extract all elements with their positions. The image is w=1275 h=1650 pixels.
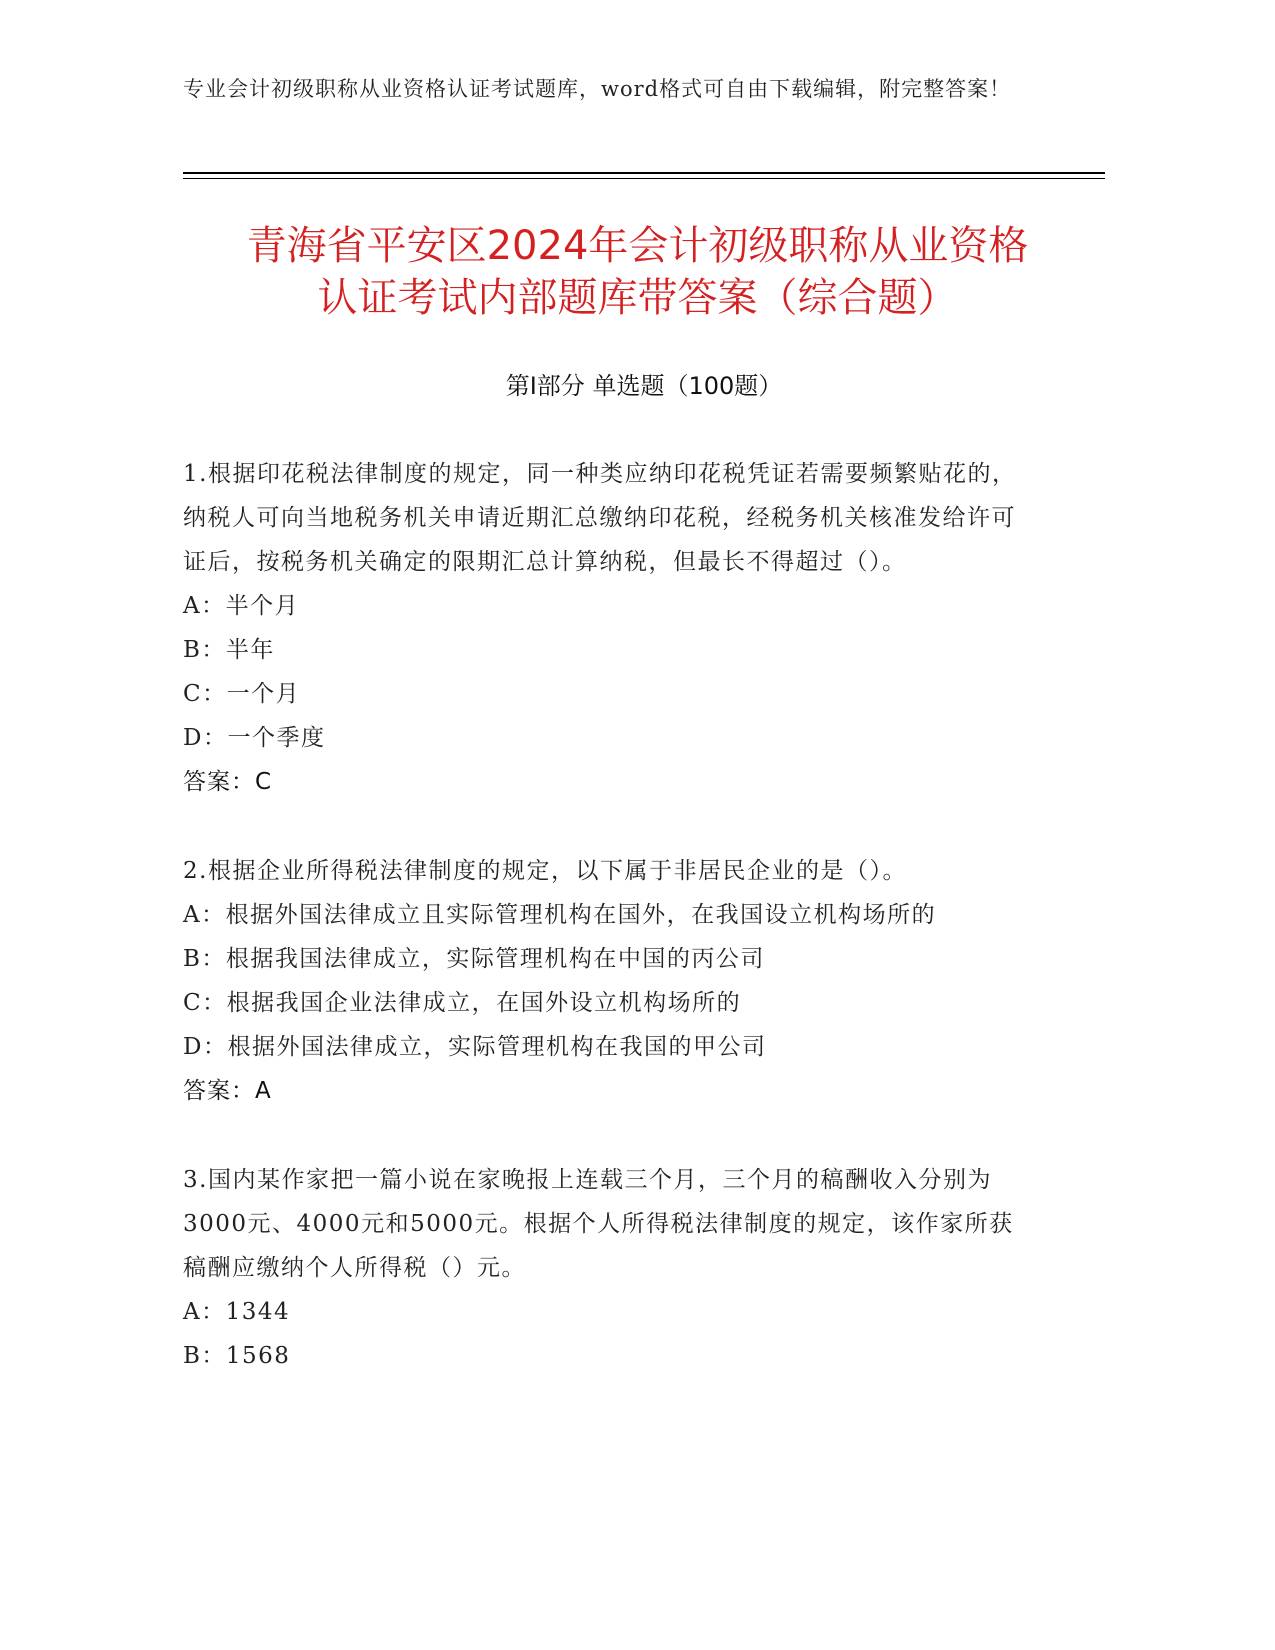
document-title-line-1: 青海省平安区2024年会计初级职称从业资格 [246, 223, 1029, 269]
answer: 答案：A [183, 1078, 272, 1104]
question-2 [183, 849, 1033, 1113]
document-title [150, 220, 1125, 324]
header-note: 专业会计初级职称从业资格认证考试题库，word格式可自由下载编辑，附完整答案！ [183, 77, 1012, 101]
question-1 [183, 452, 1033, 804]
question-stem: 3.国内某作家把一篇小说在家晚报上连载三个月，三个月的稿酬收入分别为3000元、4000元和5000元。根据个人所得税法律制度的规定，该作家所获稿酬应缴纳个人所得税（）元。 [183, 1167, 1014, 1281]
option-c: C：根据我国企业法律成立，在国外设立机构场所的 [183, 990, 742, 1016]
header-divider-thin [183, 178, 1105, 179]
option-c: C：一个月 [183, 681, 301, 707]
option-a: A：1344 [183, 1299, 291, 1325]
question-list [183, 452, 1033, 1423]
option-b: B：半年 [183, 637, 275, 663]
option-b: B：根据我国法律成立，实际管理机构在中国的丙公司 [183, 946, 765, 972]
question-stem: 2.根据企业所得税法律制度的规定，以下属于非居民企业的是（）。 [183, 858, 907, 884]
header-divider-thick [183, 172, 1105, 174]
answer: 答案：C [183, 769, 273, 795]
option-d: D：一个季度 [183, 725, 326, 751]
question-3 [183, 1158, 1033, 1378]
document-title-line-2: 认证考试内部题库带答案（综合题） [317, 275, 958, 321]
option-a: A：半个月 [183, 593, 300, 619]
option-a: A：根据外国法律成立且实际管理机构在国外，在我国设立机构场所的 [183, 902, 937, 928]
section-title: 第Ⅰ部分 单选题（100题） [505, 372, 783, 400]
option-b: B：1568 [183, 1343, 291, 1369]
option-d: D：根据外国法律成立，实际管理机构在我国的甲公司 [183, 1034, 767, 1060]
question-stem: 1.根据印花税法律制度的规定，同一种类应纳印花税凭证若需要频繁贴花的，纳税人可向当地税务机关申请近期汇总缴纳印花税，经税务机关核准发给许可证后，按税务机关确定的限期汇总计算纳税，但最长不得超过（）。 [183, 461, 1017, 575]
